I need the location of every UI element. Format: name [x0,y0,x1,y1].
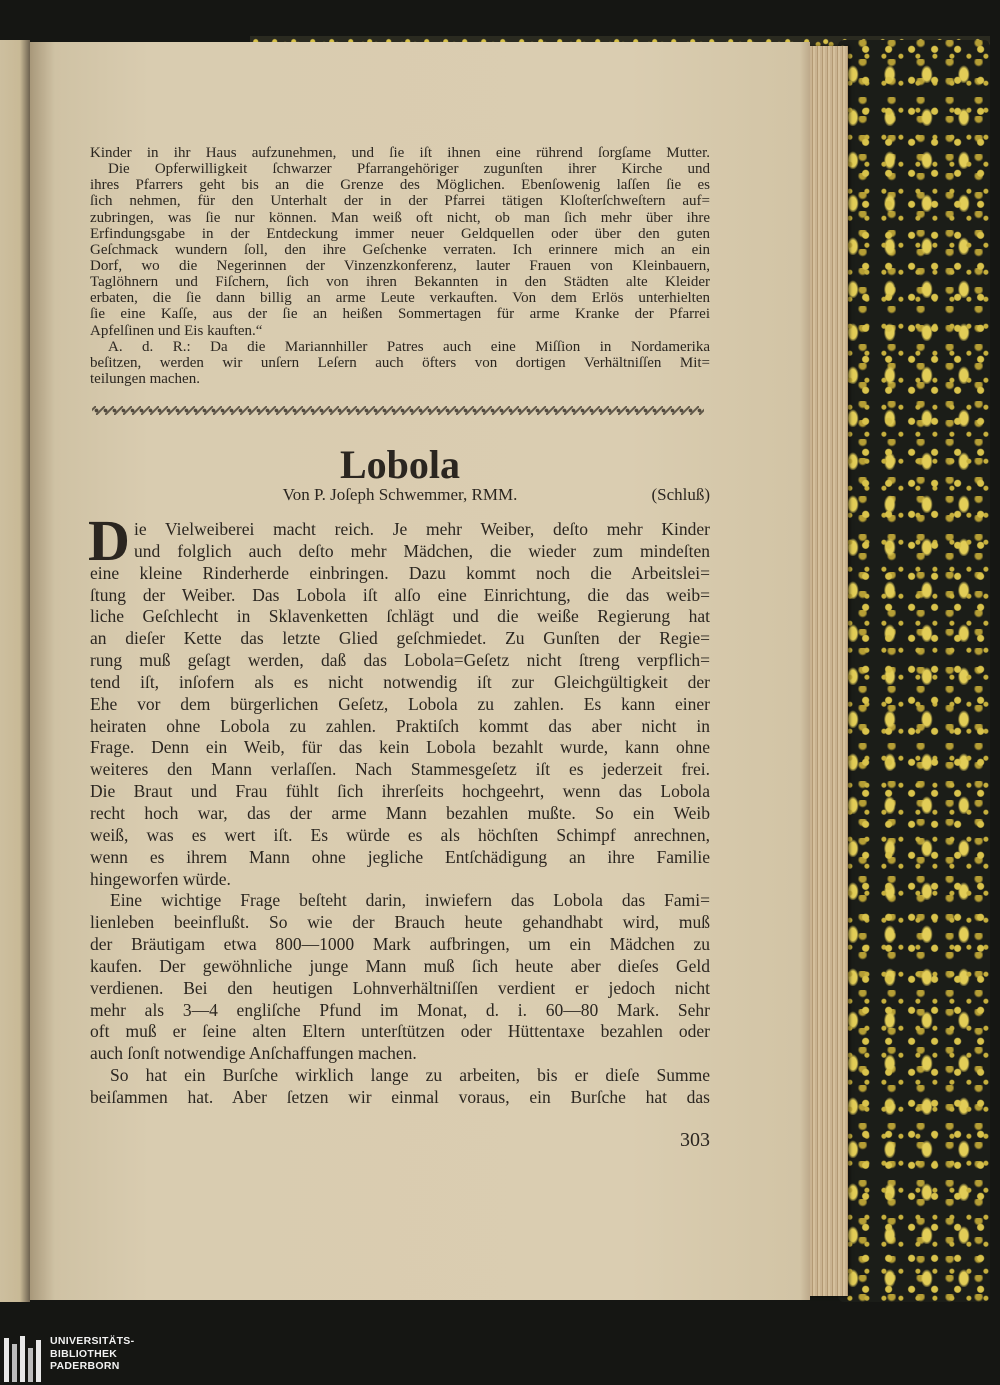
editor-note-line: beſitzen, werden wir unſern Leſern auch öfters von dortigen Verhältniſſen Mit= [90,354,710,371]
text-line: liche Geſchlecht in Sklavenketten ſchlägt und die weiße Regierung hat [90,606,710,627]
text-line: erbaten, die ſie dann billig an arme Leute verkauften. Von dem Erlös unterhielten [90,290,710,307]
continuation-note: (Schluß) [651,485,710,504]
text-line: an dieſer Kette das letzte Glied geſchmiedet. Zu Gunſten der Regie= [90,628,710,649]
editor-note-line: teilungen machen. [90,370,200,387]
marbled-book-cover [838,40,990,1302]
text-line: ſich nehmen, für den Unterhalt der in der Pfarrei tätigen Kloſterſchweſtern auf= [90,193,710,210]
text-line: der Bräutigam etwa 800—1000 Mark aufbringen, um ein Mädchen zu [90,934,710,955]
text-line: zubringen, was ſie nur können. Man weiß oft nicht, ob man ſich mehr über ihre [90,209,710,226]
logo-bar [36,1340,41,1382]
logo-bar [28,1348,33,1382]
text-line: Geſchmack wundern ſoll, den ihre Geſchenke verraten. Ich erinnere mich an ein [90,241,710,258]
logo-bar [12,1344,17,1382]
logo-line: BIBLIOTHEK [50,1347,118,1360]
text-line: lienleben beeinflußt. So wie der Brauch heute gehandhabt wird, muß [90,912,710,933]
article-title: Lobola [339,442,461,487]
text-line: ie Vielweiberei macht reich. Je mehr Weiber, deſto mehr Kinder [134,519,710,539]
text-line: recht hoch war, das der arme Mann bezahlen mußte. So ein Weib [90,802,710,823]
text-line: Frage. Denn ein Weib, für das kein Lobola bezahlt wurde, kann ohne [90,737,710,758]
logo-bar [4,1338,9,1382]
article-body [90,519,710,1109]
text-line: Taglöhnern und Fiſchern, ſich von ihren Bekannten in den Städten alte Kleider [90,274,710,291]
editor-note-line: A. d. R.: Da die Mariannhiller Patres auch eine Miſſion in Nordamerika [108,338,710,355]
text-line: wenn es ihrem Mann ohne jegliche Entſchädigung an ihre Familie [90,846,710,867]
logo-line: UNIVERSITÄTS- [50,1335,135,1347]
ornamental-divider [92,406,704,415]
text-line: rung muß geſagt werden, daß das Lobola=Geſetz nicht ſtreng verpflich= [90,650,710,671]
text-line: weiteres den Mann verlaſſen. Nach Stammesgeſetz iſt es jederzeit frei. [90,759,710,780]
text-line: auch ſonſt notwendige Anſchaffungen machen. [90,1043,417,1064]
page-number: 303 [680,1129,710,1151]
text-line: Dorf, wo die Negerinnen der Vinzenzkonferenz, lauter Frauen von Kleinbauern, [90,257,710,274]
text-line: mehr als 3—4 engliſche Pfund im Monat, d. i. 60—80 Mark. Sehr [90,999,710,1020]
text-line: verdienen. Bei den heutigen Lohnverhältniſſen verdient er jedoch nicht [90,977,710,998]
text-line: ſie eine Kaſſe, aus der ſie an heißen Sommertagen für arme Kranke der Pfarrei [90,306,710,323]
byline [90,483,710,507]
text-line: tend iſt, inſofern als es nicht notwendig iſt zur Gleichgültigkeit der [90,671,710,692]
text-line: Eine wichtige Frage beſteht darin, inwiefern das Lobola das Fami= [110,890,710,911]
text-line: beiſammen hat. Aber ſetzen wir einmal voraus, ein Burſche hat das [90,1086,710,1107]
text-line: hingeworfen würde. [90,868,231,889]
logo-bar [20,1336,25,1382]
text-line: heiraten ohne Lobola zu zahlen. Praktiſch kommt das aber nicht in [90,715,710,736]
text-line: So hat ein Burſche wirklich lange zu arbeiten, bis er dieſe Summe [110,1065,710,1086]
text-line: weiß, was es wert iſt. Es würde es als höchſten Schimpf anrechnen, [90,824,710,845]
text-line: ſtung der Weiber. Das Lobola iſt alſo eine Einrichtung, die das weib= [90,584,710,605]
text-line: Erfindungsgabe in der Entdeckung immer neuer Geldquellen oder über den guten [90,225,710,242]
text-line: kaufen. Der gewöhnliche junge Mann muß ſich heute aber dieſes Geld [90,955,710,976]
text-line: eine kleine Rinderherde einbringen. Dazu kommt noch die Arbeitslei= [90,562,710,583]
library-logo-text [50,1335,160,1373]
author-line: Von P. Joſeph Schwemmer, RMM. [282,485,518,504]
text-line: Kinder in ihr Haus aufzunehmen, und ſie iſt ihnen eine rührend ſorgſame Mutter. [90,145,710,161]
library-logo-icon [2,1334,46,1384]
text-line: Die Opferwilligkeit ſchwarzer Pfarrangehöriger zugunſten ihrer Kirche und [108,161,710,178]
text-line: und folglich auch deſto mehr Mädchen, die wieder zum mindeſten [134,540,710,561]
text-line: Apfelſinen und Eis kauften.“ [90,322,263,339]
logo-line: PADERBORN [50,1360,120,1372]
previous-article-ending [90,145,710,387]
previous-page-edge [0,40,30,1302]
text-line: Die Braut und Frau fühlt ſich ihrerſeits hochgeehrt, wenn das Lobola [90,781,710,802]
text-line: Ehe vor dem bürgerlichen Geſetz, Lobola zu zahlen. Es kann einer [90,693,710,714]
text-line: oft muß er ſeine alten Eltern unterſtützen oder Hüttentaxe bezahlen oder [90,1021,710,1042]
text-line: ihres Pfarrers geht bis an die Grenze des Möglichen. Ebenſowenig laſſen ſie es [90,177,710,194]
drop-cap: D [88,508,130,573]
